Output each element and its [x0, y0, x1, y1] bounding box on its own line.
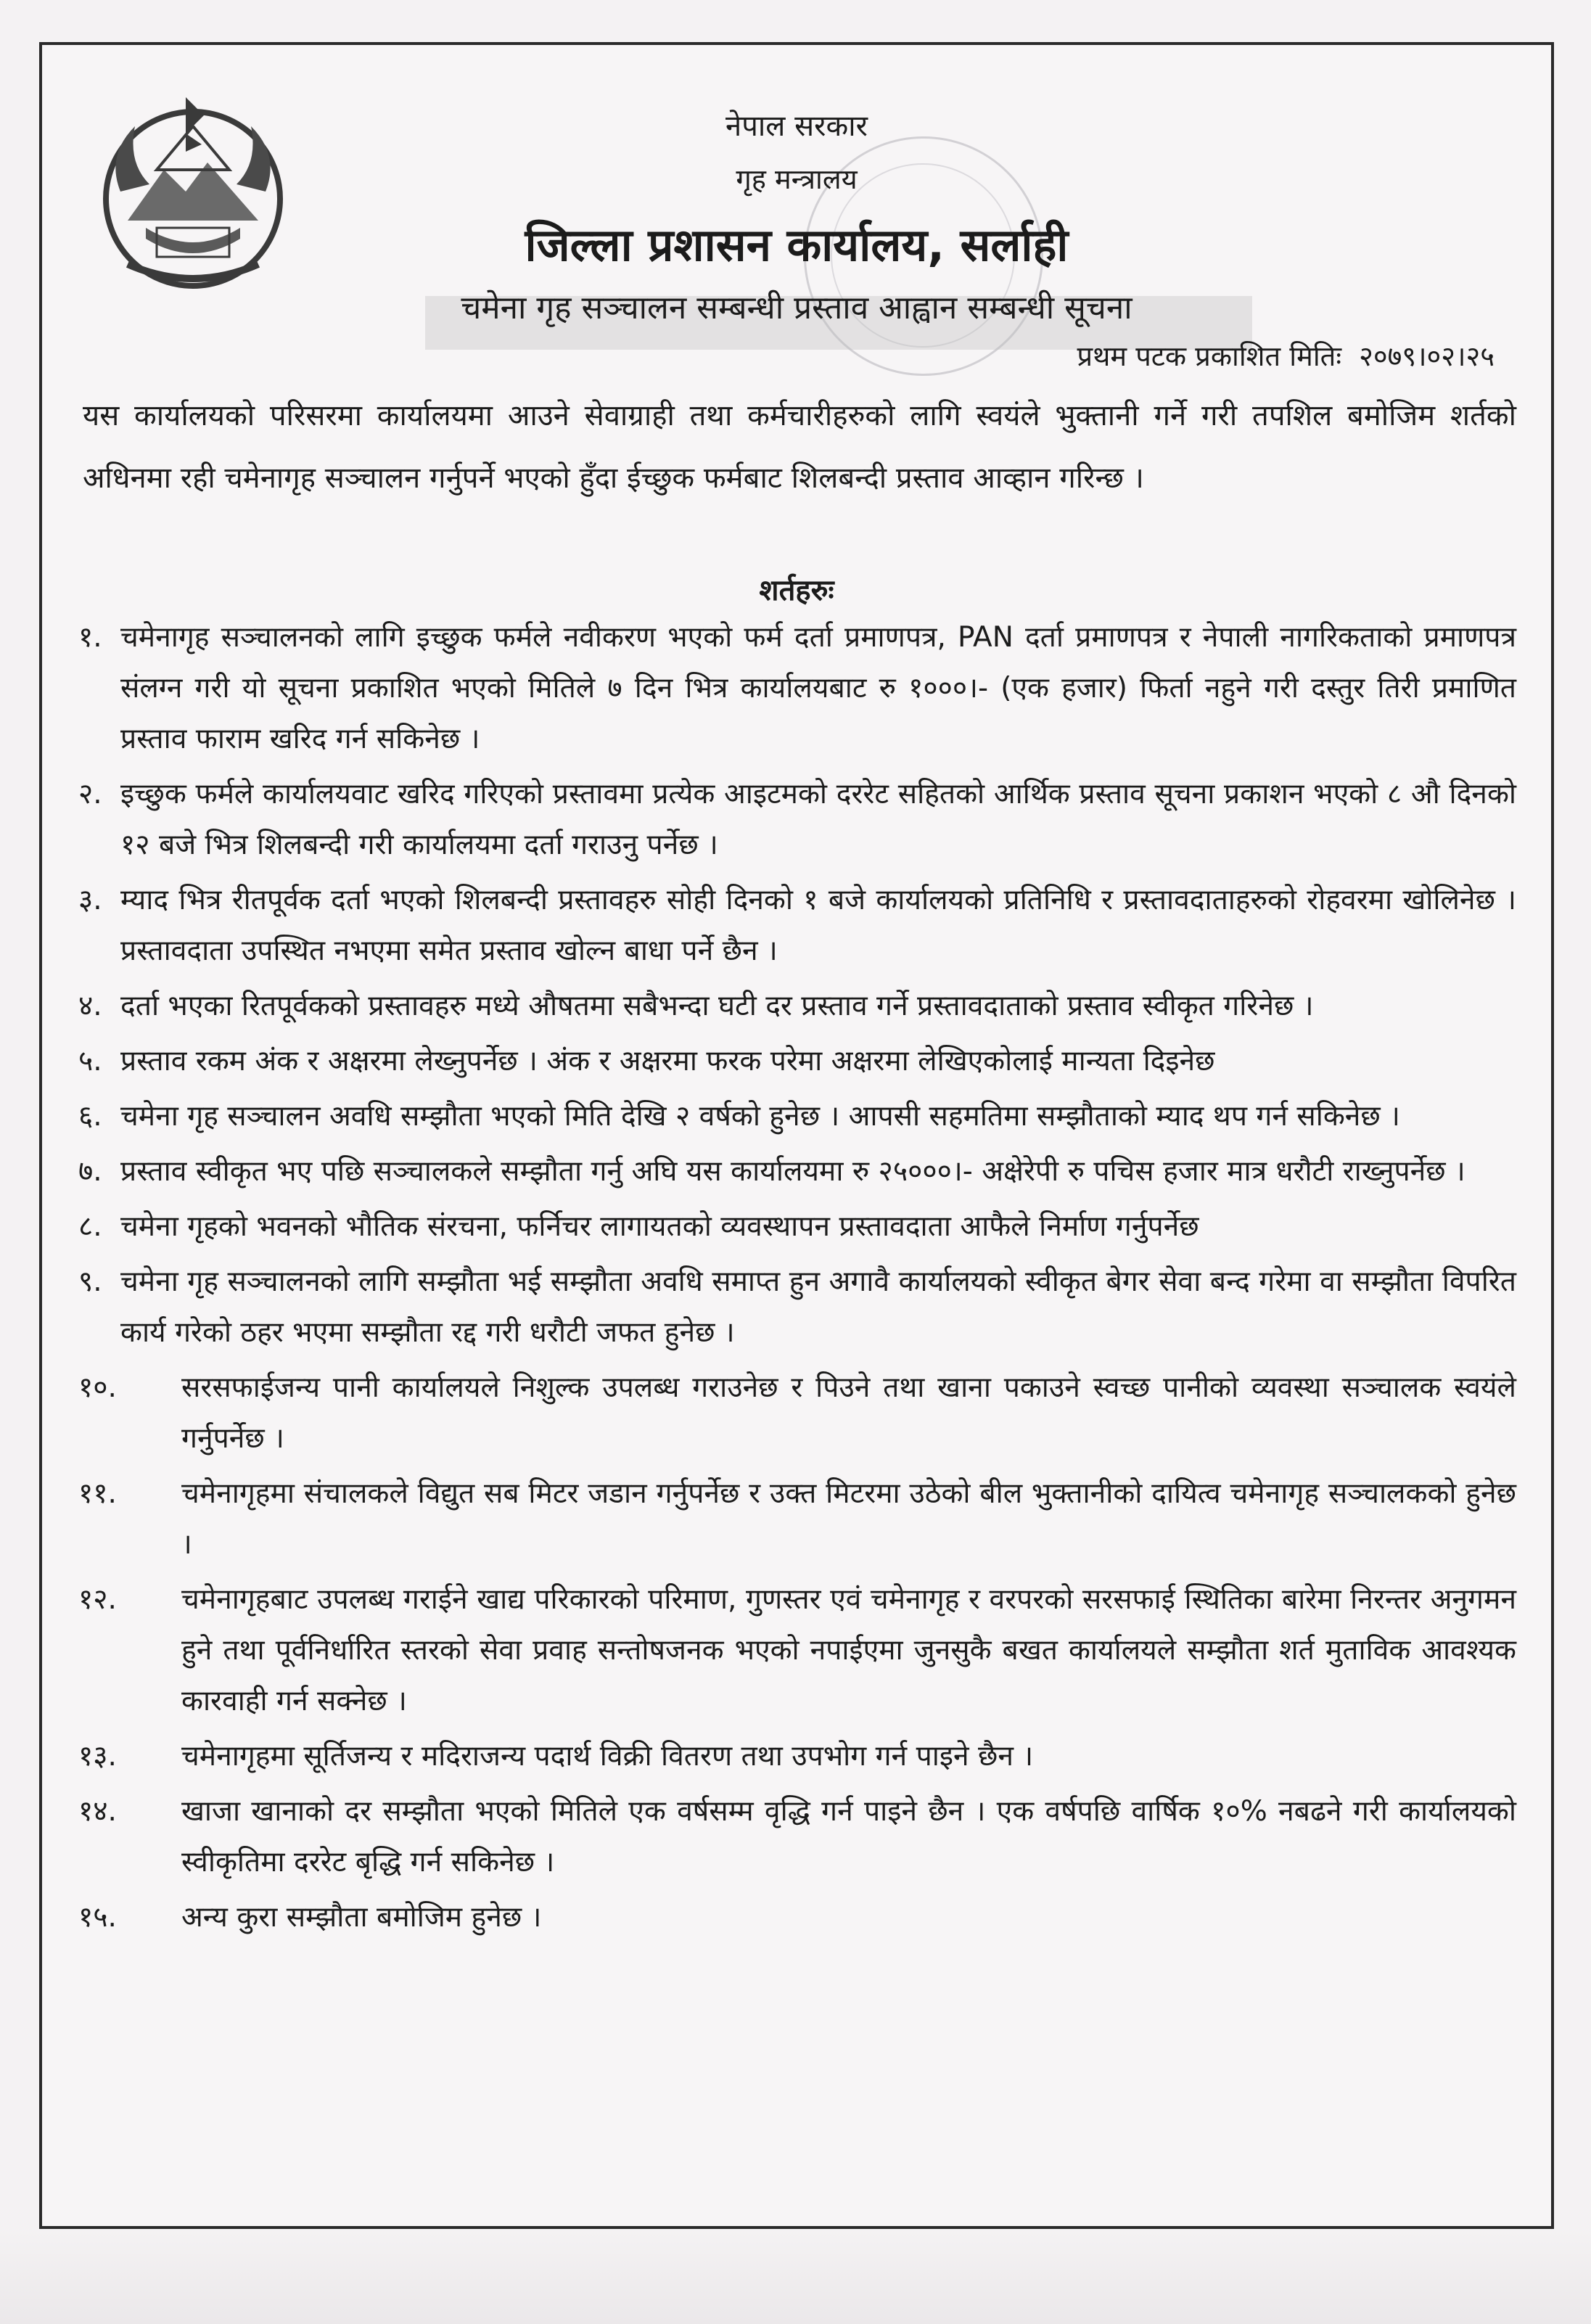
office-name: जिल्ला प्रशासन कार्यालय, सर्लाही — [525, 218, 1069, 271]
condition-item — [78, 612, 1516, 765]
condition-item — [78, 1146, 1516, 1197]
conditions-heading: शर्तहरुः — [759, 574, 834, 607]
condition-number: ११. — [78, 1477, 117, 1510]
condition-text: चमेना गृहको भवनको भौतिक संरचना, फर्निचर लागायतको व्यवस्थापन प्रस्तावदाता आफैले निर्माण गर्नुपर्नेछ — [120, 1210, 1199, 1243]
condition-text: चमेनागृहमा संचालकले विद्युत सब मिटर जडान गर्नुपर्नेछ र उक्त मिटरमा उठेको बील भुक्तानीको दायित्व चमेनागृह सञ्चालकको हुनेछ । — [181, 1477, 1516, 1561]
condition-item — [78, 1731, 1516, 1782]
condition-text: म्याद भित्र रीतपूर्वक दर्ता भएको शिलबन्दी प्रस्तावहरु सोही दिनको १ बजे कार्यालयको प्रतिनिधि र प्रस्तावदाताहरुको रोहवरमा खोलिनेछ ।प्रस्तावदाता उपस्थित नभएमा समेत प्रस्ताव खोल्न बाधा पर्ने छैन । — [120, 884, 1516, 967]
conditions-list — [78, 612, 1516, 1947]
condition-text: सरसफाईजन्य पानी कार्यालयले निशुल्क उपलब्ध गराउनेछ र पिउने तथा खाना पकाउने स्वच्छ पानीको व्यवस्था सञ्चालक स्वयंले गर्नुपर्नेछ । — [181, 1371, 1516, 1455]
condition-text: खाजा खानाको दर सम्झौता भएको मितिले एक वर्षसम्म वृद्धि गर्न पाइने छैन । एक वर्षपछि वार्षिक १०% नबढने गरी कार्यालयको स्वीकृतिमा दररेट बृद्धि गर्न सकिनेछ । — [181, 1795, 1516, 1879]
published-date-value: २०७९।०२।२५ — [1359, 340, 1495, 372]
government-name: नेपाल सरकार — [725, 110, 868, 143]
condition-item — [78, 1257, 1516, 1358]
notice-frame — [39, 42, 1554, 2229]
condition-number: १४. — [78, 1795, 117, 1828]
condition-text: प्रस्ताव रकम अंक र अक्षरमा लेख्नुपर्नेछ । अंक र अक्षरमा फरक परेमा अक्षरमा लेखिएकोलाई मान्यता दिइनेछ — [120, 1045, 1215, 1077]
condition-text: प्रस्ताव स्वीकृत भए पछि सञ्चालकले सम्झौता गर्नु अघि यस कार्यालयमा रु २५०००।- अक्षेरेपी रु पचिस हजार मात्र धरौटी राख्नुपर्नेछ । — [120, 1155, 1465, 1188]
condition-item — [78, 875, 1516, 977]
condition-number: १३. — [78, 1740, 117, 1773]
condition-number: ८. — [78, 1210, 102, 1243]
condition-text: इच्छुक फर्मले कार्यालयवाट खरिद गरिएको प्रस्तावमा प्रत्येक आइटमको दररेट सहितको आर्थिक प्रस्ताव सूचना प्रकाशन भएको ८ औ दिनको १२ बजे भित्र शिलबन्दी गरी कार्यालयमा दर्ता गराउनु पर्नेछ । — [120, 778, 1516, 861]
condition-item — [78, 1363, 1516, 1464]
condition-text: दर्ता भएका रितपूर्वकको प्रस्तावहरु मध्ये औषतमा सबैभन्दा घटी दर प्रस्ताव गर्ने प्रस्तावदाताको प्रस्ताव स्वीकृत गरिनेछ । — [120, 990, 1314, 1022]
page-bottom-margin — [0, 2230, 1591, 2324]
condition-number: १५. — [78, 1901, 117, 1934]
condition-text: चमेनागृहमा सूर्तिजन्य र मदिराजन्य पदार्थ विक्री वितरण तथा उपभोग गर्न पाइने छैन । — [181, 1740, 1034, 1773]
notice-title: चमेना गृह सञ्चालन सम्बन्धी प्रस्ताव आह्वान सम्बन्धी सूचना — [461, 290, 1132, 327]
condition-number: ३. — [78, 884, 102, 916]
condition-number: १२. — [78, 1583, 117, 1616]
condition-item — [78, 1469, 1516, 1570]
published-date — [1077, 337, 1495, 374]
condition-number: ५. — [78, 1045, 102, 1077]
condition-number: ९. — [78, 1265, 102, 1298]
condition-number: १. — [78, 621, 102, 654]
condition-text: चमेना गृह सञ्चालन अवधि सम्झौता भएको मिति देखि २ वर्षको हुनेछ । आपसी सहमतिमा सम्झौताको म्याद थप गर्न सकिनेछ । — [120, 1100, 1400, 1133]
intro-paragraph: यस कार्यालयको परिसरमा कार्यालयमा आउने सेवाग्राही तथा कर्मचारीहरुको लागि स्वयंले भुक्तानी गर्ने गरी तपशिल बमोजिम शर्तको अधिनमा रही चमेनागृह सञ्चालन गर्नुपर्ने भएको हुँदा ईच्छुक फर्मबाट शिलबन्दी प्रस्ताव आव्हान गरिन्छ । — [83, 399, 1516, 495]
condition-item — [78, 1202, 1516, 1252]
condition-text: चमेनागृह सञ्चालनको लागि इच्छुक फर्मले नवीकरण भएको फर्म दर्ता प्रमाणपत्र, PAN दर्ता प्रमाणपत्र र नेपाली नागरिकताको प्रमाणपत्र संलग्न गरी यो सूचना प्रकाशित भएको मितिले ७ दिन भित्र कार्यालयबाट रु १०००।- (एक हजार) फिर्ता नहुने गरी दस्तुर तिरी प्रमाणित प्रस्ताव फाराम खरिद गर्न सकिनेछ । — [120, 621, 1516, 755]
condition-number: २. — [78, 778, 102, 810]
published-label: प्रथम पटक प्रकाशित मितिः — [1077, 340, 1342, 372]
condition-item — [78, 981, 1516, 1032]
condition-text: चमेनागृहबाट उपलब्ध गराईने खाद्य परिकारको परिमाण, गुणस्तर एवं चमेनागृह र वरपरको सरसफाई स्थितिका बारेमा निरन्तर अनुगमन हुने तथा पूर्वनिर्धारित स्तरको सेवा प्रवाह सन्तोषजनक भएको नपाईएमा जुनसुकै बखत कार्यालयले सम्झौता शर्त मुताविक आवश्यक कारवाही गर्न सक्नेछ । — [181, 1583, 1516, 1717]
ministry-name: गृह मन्त्रालय — [736, 163, 858, 195]
condition-number: ६. — [78, 1100, 102, 1133]
condition-text: अन्य कुरा सम्झौता बमोजिम हुनेछ । — [181, 1901, 542, 1934]
condition-number: ४. — [78, 990, 102, 1022]
condition-item — [78, 1091, 1516, 1142]
condition-number: ७. — [78, 1155, 102, 1188]
condition-number: १०. — [78, 1371, 117, 1404]
condition-item — [78, 769, 1516, 871]
condition-item — [78, 1036, 1516, 1087]
condition-item — [78, 1574, 1516, 1727]
condition-item — [78, 1786, 1516, 1888]
condition-text: चमेना गृह सञ्चालनको लागि सम्झौता भई सम्झौता अवधि समाप्त हुन अगावै कार्यालयको स्वीकृत बेगर सेवा बन्द गरेमा वा सम्झौता विपरित कार्य गरेको ठहर भएमा सम्झौता रद्द गरी धरौटी जफत हुनेछ । — [120, 1265, 1516, 1349]
condition-item — [78, 1892, 1516, 1943]
